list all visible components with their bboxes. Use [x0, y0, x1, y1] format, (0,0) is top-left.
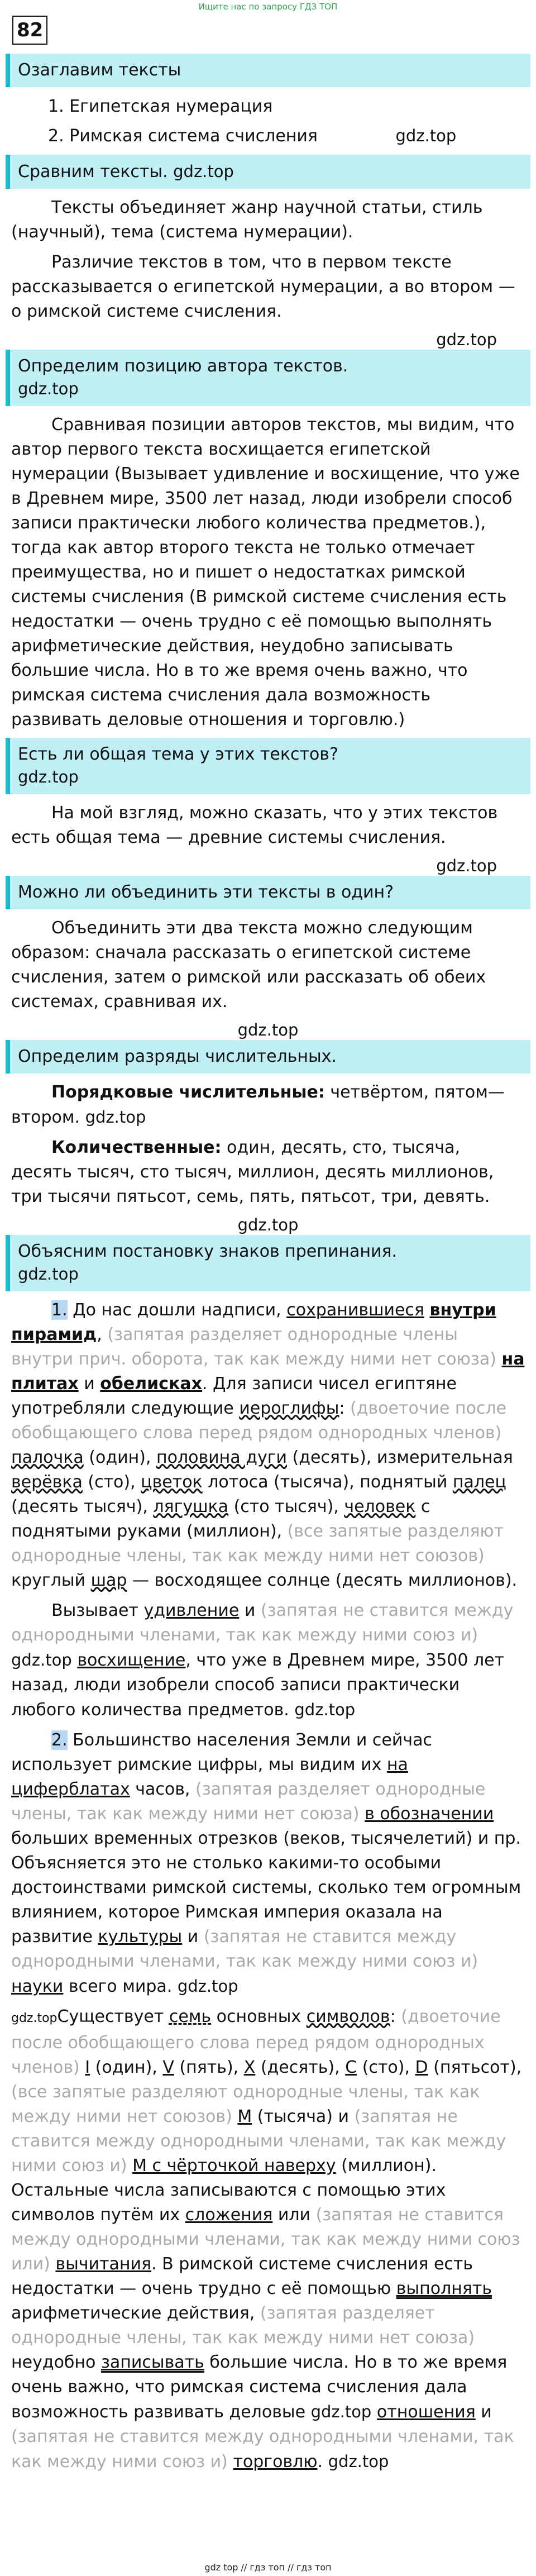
text: Вызывает — [51, 1601, 144, 1620]
text: (сто тысяч), — [228, 1497, 344, 1516]
homogeneous-member: в обозначении — [365, 1804, 494, 1824]
sentence-number-1: 1. — [51, 1300, 68, 1320]
homogeneous-member: обелисках — [100, 1374, 202, 1394]
numeral: семь — [169, 2007, 212, 2026]
generalizing-word: иероглифы — [239, 1399, 339, 1418]
punctuation-explanation: (запятая не ставится между однородными членами, так как между ними союз и) — [11, 1601, 514, 1645]
generalizing-word: символов — [306, 2007, 390, 2026]
text: большие числа. Но в то же время очень важно, что римская система счисления дала возможность развивать деловые — [11, 2353, 508, 2422]
participle: сохранившиеся — [286, 1300, 424, 1320]
cardinal-paragraph — [11, 1136, 525, 1209]
text: (десять), измерительная — [286, 1448, 513, 1467]
section-heading-compare — [6, 155, 530, 189]
text: (один), — [83, 1448, 156, 1467]
section-heading-punctuation-text: Объясним постановку знаков препинания. — [18, 1242, 398, 1261]
text: (десять тысяч), — [11, 1497, 154, 1516]
text: (сто), — [82, 1472, 141, 1492]
merge-paragraph: Объединить эти два текста можно следующим образом: сначала рассказать о египетской системе счисления, затем о римской или рассказать об обеих системах, сравнивая их. — [11, 918, 486, 1012]
homogeneous-member: на плитах — [11, 1349, 525, 1394]
predicate: записывать — [100, 2353, 204, 2372]
text: (сто), — [357, 2058, 415, 2077]
section-heading-merge: Можно ли объединить эти тексты в один? — [6, 876, 530, 909]
punctuation-paragraph-1 — [11, 1298, 525, 1593]
homogeneous-member: палочка — [11, 1448, 84, 1467]
watermark: gdz.top — [237, 1020, 299, 1039]
text: арифметические действия, — [11, 2303, 260, 2323]
top-banner: Ищите нас по запросу ГДЗ ТОП — [198, 2, 338, 12]
watermark: gdz.top — [310, 2402, 372, 2421]
ordinal-paragraph — [11, 1080, 525, 1130]
homogeneous-member: шар — [90, 1571, 127, 1590]
sentence-number-2: 2. — [51, 1730, 68, 1750]
watermark: gdz.top — [18, 379, 79, 398]
punctuation-paragraph-2 — [11, 1599, 525, 1723]
text: : — [390, 2007, 401, 2026]
title-item-2 — [48, 123, 530, 149]
text: . Для записи чисел египтяне употребляли следующие — [11, 1374, 457, 1418]
punctuation-explanation: (запятая не ставится между однородными членами, так как между ними союз и) — [11, 1927, 478, 1971]
footer: gdz top // гдз топ // гдз топ — [204, 2562, 332, 2573]
watermark: gdz.top — [294, 1700, 356, 1719]
text: основных — [211, 2007, 307, 2026]
homogeneous-member: палец — [452, 1472, 506, 1492]
homogeneous-member: на циферблатах — [11, 1755, 408, 1799]
watermark: gdz.top — [11, 1650, 72, 1669]
homogeneous-member: D — [415, 2058, 428, 2077]
homogeneous-member: V — [162, 2058, 174, 2077]
text: (десять), — [255, 2058, 346, 2077]
title-item-2-text: 2. Римская система счисления — [48, 126, 318, 146]
text: До нас дошли надписи, — [67, 1300, 287, 1320]
compare-paragraph-2: Различие текстов в том, что в первом тексте рассказывается о египетской нумерации, а во втором — о римской системе счисления. — [11, 252, 515, 321]
watermark: gdz.top — [436, 330, 497, 349]
punctuation-explanation: (запятая не ставится между однородными членами, так как между ними союз и) — [11, 2107, 506, 2176]
text: , что уже в Древнем мире, 3500 лет назад, люди изобрели способ записи практически любого количества предметов. — [11, 1650, 505, 1720]
watermark: gdz.top — [18, 767, 79, 786]
punctuation-explanation: (запятая разделяет однородные члены, так как между ними нет союза) — [11, 1780, 486, 1824]
homogeneous-member: науки — [11, 1977, 64, 1996]
text: и — [78, 1374, 100, 1394]
homogeneous-member: внутри пирамид — [11, 1300, 496, 1344]
text: . — [317, 2452, 323, 2472]
homogeneous-member: верёвка — [11, 1472, 83, 1492]
watermark: gdz.top — [237, 1215, 299, 1234]
watermark: gdz.top — [328, 2452, 389, 2471]
punctuation-explanation: (запятая разделяет однородные члены внутри прич. оборота, так как между ними нет союза) — [11, 1325, 496, 1369]
homogeneous-member: сложения — [185, 2205, 273, 2225]
text: или — [272, 2205, 316, 2225]
text: (пять), — [174, 2058, 244, 2077]
title-item-1: 1. Египетская нумерация — [48, 97, 273, 116]
homogeneous-member: человек — [344, 1497, 416, 1516]
homogeneous-member: X — [243, 2058, 256, 2077]
text: и — [239, 1601, 261, 1620]
watermark: gdz.top — [436, 856, 497, 875]
exercise-number: 82 — [12, 16, 47, 45]
watermark: gdz.top — [85, 1108, 146, 1127]
homogeneous-member: половина дуги — [156, 1448, 287, 1467]
section-heading-numerals: Определим разряды числительных. — [6, 1040, 530, 1074]
homogeneous-member: удивление — [143, 1601, 240, 1620]
predicate: выполнять — [396, 2279, 492, 2298]
text: и — [475, 2402, 492, 2422]
homogeneous-member: культуры — [98, 1927, 183, 1947]
punctuation-explanation: (запятая не ставится между однородными членами, так как между ними союз и) — [11, 2427, 514, 2472]
homogeneous-member: отношения — [376, 2402, 476, 2422]
section-heading-common-theme-text: Есть ли общая тема у этих текстов? — [18, 745, 338, 764]
homogeneous-member: M — [237, 2107, 252, 2126]
content — [6, 54, 530, 2480]
homogeneous-member: вычитания — [55, 2254, 152, 2274]
ordinal-label: Порядковые числительные: — [51, 1082, 325, 1102]
homogeneous-member: восхищение — [77, 1650, 186, 1670]
text: лотоса (тысяча), поднятый — [202, 1472, 453, 1492]
text: больших временных отрезков (веков, тысячелетий) и пр. Объясняется это не столько какими-то особыми достоинствами римской системы, сколько тем огромным влиянием, которое Римская империя оказала на развитие — [11, 1829, 521, 1947]
section-heading-compare-text: Сравним тексты. — [18, 162, 168, 182]
text: неудобно — [11, 2353, 101, 2372]
homogeneous-member: лягушка — [153, 1497, 229, 1516]
punctuation-paragraph-3 — [11, 1728, 525, 1999]
text: и — [182, 1927, 204, 1947]
text: часов, — [130, 1780, 195, 1799]
watermark: gdz.top — [177, 1977, 238, 1996]
cardinal-label: Количественные: — [51, 1138, 222, 1157]
section-heading-common-theme — [6, 738, 530, 794]
homogeneous-member: C — [345, 2058, 357, 2077]
section-heading-position-text: Определим позицию автора текстов. — [18, 356, 348, 376]
section-heading-titles: Озаглавим тексты — [6, 54, 530, 87]
watermark: gdz.top — [395, 126, 457, 145]
punctuation-explanation: (запятая разделяет однородные члены, так как между ними нет союза) — [11, 2303, 475, 2348]
section-heading-position — [6, 350, 530, 406]
cardinal-text: один, десять, сто, тысяча, десять тысяч, сто тысяч, миллион, десять миллионов, три тысячи пятьсот, семь, пять, пятьсот, три, девять. — [11, 1138, 494, 1206]
punctuation-explanation: (двоеточие после обобщающего слова перед рядом однородных членов) — [11, 2007, 501, 2077]
text: . В римской системе счисления есть недостатки — очень трудно с её помощью — [11, 2254, 473, 2298]
homogeneous-member: M с чёрточкой наверху — [132, 2156, 336, 2176]
homogeneous-member: I — [85, 2058, 90, 2077]
text: круглый — [11, 1571, 91, 1590]
ordinal-text: четвёртом, пятом— втором. — [11, 1082, 505, 1127]
homogeneous-member: цветок — [141, 1472, 203, 1492]
punctuation-explanation: (двоеточие после обобщающего слова перед рядом однородных членов) — [11, 1399, 507, 1443]
text: Существует — [57, 2007, 169, 2026]
section-heading-punctuation — [6, 1235, 530, 1291]
text: , — [97, 1325, 108, 1344]
punctuation-explanation: (запятая не ставится между однородными членами, так как между ними союз или) — [11, 2205, 520, 2274]
text: (миллион). Остальные числа записываются с помощью этих символов путём их — [11, 2156, 446, 2225]
punctuation-explanation: (все запятые разделяют однородные члены, так как между ними нет союзов) — [11, 2082, 480, 2126]
text: (пятьсот), — [428, 2058, 522, 2077]
compare-paragraph-1: Тексты объединяет жанр научной статьи, стиль (научный), тема (система нумерации). — [11, 198, 483, 242]
homogeneous-member: торговлю — [233, 2452, 318, 2472]
punctuation-explanation: (все запятые разделяют однородные члены, так как между ними нет союзов) — [11, 1521, 504, 1566]
text: с поднятыми руками (миллион), — [11, 1497, 430, 1541]
watermark: gdz.top — [173, 162, 234, 181]
text: (один), — [90, 2058, 163, 2077]
watermark: gdz.top — [18, 1265, 79, 1284]
common-theme-paragraph: На мой взгляд, можно сказать, что у этих текстов есть общая тема — древние системы счисления. — [11, 803, 498, 847]
punctuation-paragraph-4 — [11, 2005, 525, 2474]
text: Большинство населения Земли и сейчас использует римские цифры, мы видим их — [11, 1730, 432, 1774]
text: — восходящее солнце (десять миллионов). — [127, 1571, 518, 1590]
watermark: gdz.top — [11, 2011, 58, 2025]
text: всего мира. — [63, 1977, 173, 1996]
position-paragraph: Сравнивая позиции авторов текстов, мы видим, что автор первого текста восхищается египетской нумерации (Вызывает удивление и восхищение, что уже в Древнем мире, 3500 лет назад, люди изобрели способ записи практически любого количества предметов.), тогда как автор второго текста не только отмечает преимущества, но и пишет о недостатках римской системы счисления (В римской системе счисления есть недостатки — очень трудно с её помощью выполнять арифметические действия, неудобно записывать большие числа. Но в то же время очень важно, что римская система счисления дала возможность развивать деловые отношения и торговлю.) — [11, 415, 520, 729]
text: : — [339, 1399, 351, 1418]
text: (тысяча) и — [252, 2107, 355, 2126]
